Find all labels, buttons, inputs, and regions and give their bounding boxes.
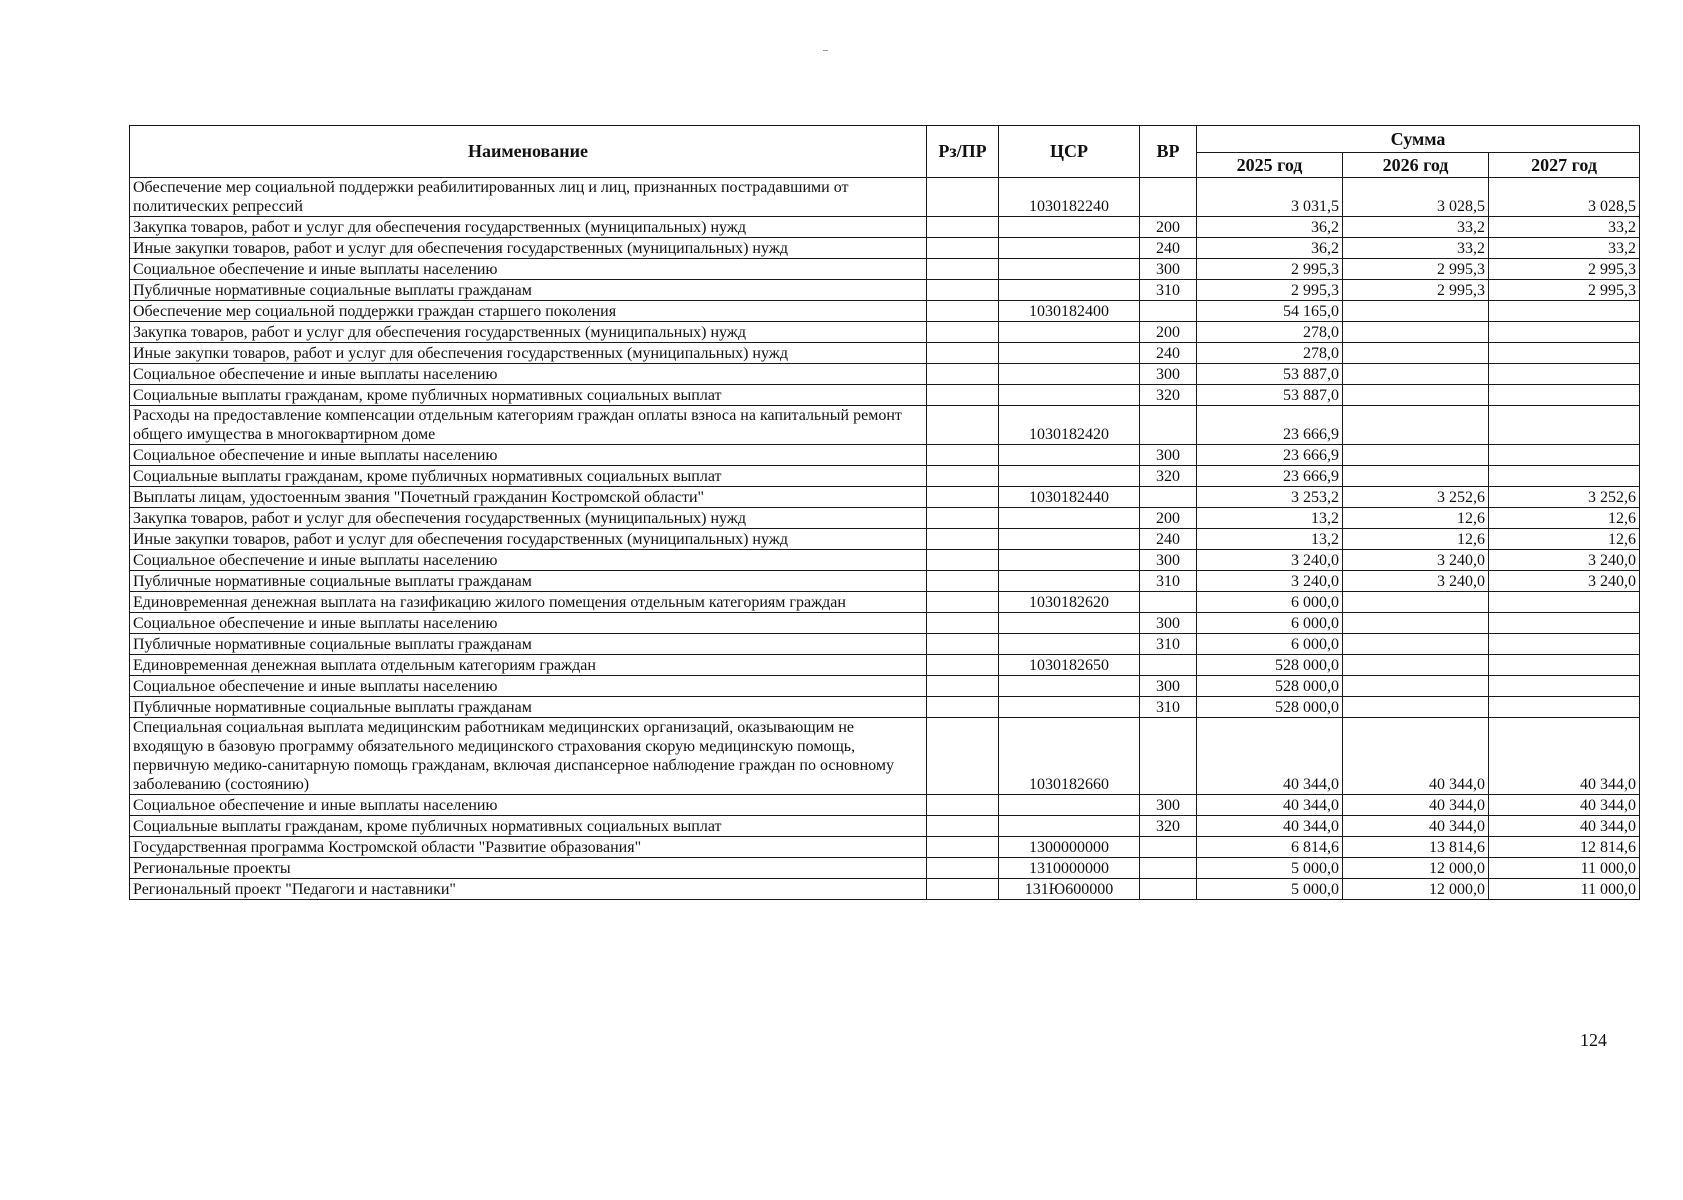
header-2026: 2026 год bbox=[1343, 153, 1489, 178]
cell-2026 bbox=[1343, 466, 1489, 487]
table-row bbox=[130, 406, 1640, 445]
cell-2025: 3 240,0 bbox=[1197, 550, 1343, 571]
cell-2027 bbox=[1489, 385, 1640, 406]
cell-csr: 131Ю600000 bbox=[999, 879, 1140, 900]
cell-2027: 12,6 bbox=[1489, 529, 1640, 550]
cell-csr: 1030182420 bbox=[999, 406, 1140, 445]
cell-2026 bbox=[1343, 592, 1489, 613]
cell-2027: 12 814,6 bbox=[1489, 837, 1640, 858]
cell-2025: 36,2 bbox=[1197, 217, 1343, 238]
cell-name: Социальное обеспечение и иные выплаты населению bbox=[130, 364, 927, 385]
cell-csr bbox=[999, 613, 1140, 634]
cell-csr bbox=[999, 529, 1140, 550]
cell-2025: 54 165,0 bbox=[1197, 301, 1343, 322]
cell-2025: 278,0 bbox=[1197, 343, 1343, 364]
cell-2026 bbox=[1343, 445, 1489, 466]
cell-csr bbox=[999, 466, 1140, 487]
cell-csr bbox=[999, 445, 1140, 466]
cell-2025: 5 000,0 bbox=[1197, 879, 1343, 900]
table-row bbox=[130, 718, 1640, 795]
cell-name: Социальное обеспечение и иные выплаты населению bbox=[130, 445, 927, 466]
cell-name: Публичные нормативные социальные выплаты гражданам bbox=[130, 697, 927, 718]
cell-2027: 3 028,5 bbox=[1489, 178, 1640, 217]
table-row bbox=[130, 816, 1640, 837]
table-row bbox=[130, 178, 1640, 217]
cell-2026: 40 344,0 bbox=[1343, 795, 1489, 816]
cell-csr: 1030182240 bbox=[999, 178, 1140, 217]
table-row bbox=[130, 343, 1640, 364]
cell-vr: 300 bbox=[1140, 613, 1197, 634]
cell-2025: 13,2 bbox=[1197, 529, 1343, 550]
cell-vr bbox=[1140, 301, 1197, 322]
cell-2027 bbox=[1489, 697, 1640, 718]
cell-rzpr bbox=[927, 487, 999, 508]
header-csr: ЦСР bbox=[999, 126, 1140, 178]
cell-name: Социальное обеспечение и иные выплаты населению bbox=[130, 613, 927, 634]
cell-vr: 200 bbox=[1140, 217, 1197, 238]
cell-2026 bbox=[1343, 634, 1489, 655]
cell-csr bbox=[999, 795, 1140, 816]
cell-vr: 320 bbox=[1140, 816, 1197, 837]
cell-csr: 1030182440 bbox=[999, 487, 1140, 508]
cell-2027: 3 240,0 bbox=[1489, 571, 1640, 592]
cell-2025: 53 887,0 bbox=[1197, 385, 1343, 406]
cell-vr: 240 bbox=[1140, 343, 1197, 364]
cell-2026: 40 344,0 bbox=[1343, 718, 1489, 795]
cell-vr bbox=[1140, 406, 1197, 445]
cell-2026: 12 000,0 bbox=[1343, 858, 1489, 879]
cell-rzpr bbox=[927, 795, 999, 816]
cell-vr bbox=[1140, 837, 1197, 858]
table-row bbox=[130, 385, 1640, 406]
table-row bbox=[130, 322, 1640, 343]
header-2027: 2027 год bbox=[1489, 153, 1640, 178]
cell-vr: 300 bbox=[1140, 550, 1197, 571]
cell-rzpr bbox=[927, 445, 999, 466]
cell-name: Публичные нормативные социальные выплаты гражданам bbox=[130, 280, 927, 301]
cell-name: Социальные выплаты гражданам, кроме публичных нормативных социальных выплат bbox=[130, 816, 927, 837]
cell-2026: 12 000,0 bbox=[1343, 879, 1489, 900]
cell-rzpr bbox=[927, 655, 999, 676]
cell-csr bbox=[999, 571, 1140, 592]
cell-vr: 310 bbox=[1140, 697, 1197, 718]
table-row bbox=[130, 613, 1640, 634]
cell-vr: 310 bbox=[1140, 280, 1197, 301]
cell-rzpr bbox=[927, 364, 999, 385]
cell-name: Иные закупки товаров, работ и услуг для обеспечения государственных (муниципальных) нужд bbox=[130, 238, 927, 259]
cell-csr bbox=[999, 217, 1140, 238]
cell-2027 bbox=[1489, 613, 1640, 634]
cell-csr: 1310000000 bbox=[999, 858, 1140, 879]
cell-name: Обеспечение мер социальной поддержки граждан старшего поколения bbox=[130, 301, 927, 322]
cell-2025: 36,2 bbox=[1197, 238, 1343, 259]
cell-2027: 3 252,6 bbox=[1489, 487, 1640, 508]
cell-rzpr bbox=[927, 592, 999, 613]
cell-2026 bbox=[1343, 343, 1489, 364]
cell-2025: 3 253,2 bbox=[1197, 487, 1343, 508]
cell-vr: 200 bbox=[1140, 322, 1197, 343]
cell-rzpr bbox=[927, 466, 999, 487]
cell-csr bbox=[999, 634, 1140, 655]
cell-2025: 278,0 bbox=[1197, 322, 1343, 343]
cell-name: Закупка товаров, работ и услуг для обеспечения государственных (муниципальных) нужд bbox=[130, 508, 927, 529]
cell-2025: 23 666,9 bbox=[1197, 466, 1343, 487]
table-row bbox=[130, 655, 1640, 676]
cell-rzpr bbox=[927, 259, 999, 280]
header-sum: Сумма bbox=[1197, 126, 1640, 153]
cell-rzpr bbox=[927, 322, 999, 343]
cell-2027 bbox=[1489, 634, 1640, 655]
cell-2025: 6 000,0 bbox=[1197, 592, 1343, 613]
table-row bbox=[130, 571, 1640, 592]
cell-rzpr bbox=[927, 858, 999, 879]
cell-rzpr bbox=[927, 550, 999, 571]
cell-csr bbox=[999, 322, 1140, 343]
cell-vr: 310 bbox=[1140, 571, 1197, 592]
cell-rzpr bbox=[927, 718, 999, 795]
header-vr: ВР bbox=[1140, 126, 1197, 178]
table-row bbox=[130, 634, 1640, 655]
cell-name: Расходы на предоставление компенсации отдельным категориям граждан оплаты взноса на капитальный ремонт общего имущества в многоквартирном доме bbox=[130, 406, 927, 445]
cell-csr bbox=[999, 697, 1140, 718]
cell-2027: 2 995,3 bbox=[1489, 259, 1640, 280]
cell-2026 bbox=[1343, 697, 1489, 718]
cell-2025: 528 000,0 bbox=[1197, 697, 1343, 718]
cell-2025: 13,2 bbox=[1197, 508, 1343, 529]
cell-name: Закупка товаров, работ и услуг для обеспечения государственных (муниципальных) нужд bbox=[130, 322, 927, 343]
cell-2026 bbox=[1343, 676, 1489, 697]
header-row bbox=[130, 126, 1640, 153]
cell-csr: 1030182400 bbox=[999, 301, 1140, 322]
header-2025: 2025 год bbox=[1197, 153, 1343, 178]
cell-2026: 13 814,6 bbox=[1343, 837, 1489, 858]
cell-2026: 3 240,0 bbox=[1343, 571, 1489, 592]
cell-vr: 300 bbox=[1140, 795, 1197, 816]
cell-2026 bbox=[1343, 385, 1489, 406]
cell-csr bbox=[999, 238, 1140, 259]
cell-vr: 320 bbox=[1140, 385, 1197, 406]
cell-csr bbox=[999, 280, 1140, 301]
cell-csr: 1030182650 bbox=[999, 655, 1140, 676]
cell-rzpr bbox=[927, 280, 999, 301]
cell-2025: 3 031,5 bbox=[1197, 178, 1343, 217]
cell-rzpr bbox=[927, 816, 999, 837]
cell-2026: 12,6 bbox=[1343, 508, 1489, 529]
cell-csr bbox=[999, 364, 1140, 385]
cell-rzpr bbox=[927, 508, 999, 529]
cell-vr: 240 bbox=[1140, 529, 1197, 550]
cell-2027 bbox=[1489, 655, 1640, 676]
cell-name: Единовременная денежная выплата на газификацию жилого помещения отдельным категориям граждан bbox=[130, 592, 927, 613]
cell-rzpr bbox=[927, 529, 999, 550]
cell-2026 bbox=[1343, 364, 1489, 385]
cell-rzpr bbox=[927, 343, 999, 364]
header-name: Наименование bbox=[130, 126, 927, 178]
cell-rzpr bbox=[927, 178, 999, 217]
cell-vr: 310 bbox=[1140, 634, 1197, 655]
cell-name: Региональные проекты bbox=[130, 858, 927, 879]
page-number: 124 bbox=[1580, 1030, 1607, 1050]
cell-vr bbox=[1140, 655, 1197, 676]
cell-rzpr bbox=[927, 837, 999, 858]
cell-2027: 40 344,0 bbox=[1489, 816, 1640, 837]
cell-2026 bbox=[1343, 301, 1489, 322]
cell-csr bbox=[999, 508, 1140, 529]
cell-2027 bbox=[1489, 364, 1640, 385]
table-row bbox=[130, 364, 1640, 385]
cell-rzpr bbox=[927, 676, 999, 697]
cell-2025: 6 000,0 bbox=[1197, 613, 1343, 634]
cell-name: Социальное обеспечение и иные выплаты населению bbox=[130, 259, 927, 280]
budget-table bbox=[129, 125, 1640, 900]
cell-2025: 2 995,3 bbox=[1197, 280, 1343, 301]
cell-2026: 40 344,0 bbox=[1343, 816, 1489, 837]
cell-2025: 6 814,6 bbox=[1197, 837, 1343, 858]
cell-2027 bbox=[1489, 406, 1640, 445]
cell-2025: 53 887,0 bbox=[1197, 364, 1343, 385]
cell-2027 bbox=[1489, 343, 1640, 364]
cell-2027: 33,2 bbox=[1489, 217, 1640, 238]
cell-2026: 12,6 bbox=[1343, 529, 1489, 550]
cell-csr bbox=[999, 385, 1140, 406]
cell-2027 bbox=[1489, 322, 1640, 343]
cell-csr: 1030182660 bbox=[999, 718, 1140, 795]
table-row bbox=[130, 592, 1640, 613]
table-row bbox=[130, 445, 1640, 466]
table-row bbox=[130, 508, 1640, 529]
cell-vr: 300 bbox=[1140, 259, 1197, 280]
cell-2027: 2 995,3 bbox=[1489, 280, 1640, 301]
table-row bbox=[130, 676, 1640, 697]
cell-2027: 40 344,0 bbox=[1489, 795, 1640, 816]
table-row bbox=[130, 795, 1640, 816]
cell-name: Региональный проект "Педагоги и наставники" bbox=[130, 879, 927, 900]
cell-rzpr bbox=[927, 406, 999, 445]
cell-name: Социальные выплаты гражданам, кроме публичных нормативных социальных выплат bbox=[130, 466, 927, 487]
cell-name: Выплаты лицам, удостоенным звания "Почетный гражданин Костромской области" bbox=[130, 487, 927, 508]
cell-rzpr bbox=[927, 385, 999, 406]
cell-name: Специальная социальная выплата медицинским работникам медицинских организаций, оказывающим не входящую в базовую программу обязательного медицинского страхования скорую медицинскую помощь, первичную медико-санитарную помощь гражданам, включая диспансерное наблюдение граждан по основному заболеванию (состоянию) bbox=[130, 718, 927, 795]
cell-2025: 40 344,0 bbox=[1197, 816, 1343, 837]
cell-2026 bbox=[1343, 655, 1489, 676]
cell-name: Государственная программа Костромской области "Развитие образования" bbox=[130, 837, 927, 858]
cell-vr: 200 bbox=[1140, 508, 1197, 529]
cell-rzpr bbox=[927, 613, 999, 634]
cell-vr: 300 bbox=[1140, 445, 1197, 466]
cell-csr: 1030182620 bbox=[999, 592, 1140, 613]
table-row bbox=[130, 238, 1640, 259]
cell-csr bbox=[999, 343, 1140, 364]
table-row bbox=[130, 466, 1640, 487]
cell-2027: 40 344,0 bbox=[1489, 718, 1640, 795]
cell-2025: 6 000,0 bbox=[1197, 634, 1343, 655]
cell-vr: 320 bbox=[1140, 466, 1197, 487]
cell-2026: 33,2 bbox=[1343, 238, 1489, 259]
cell-2027: 11 000,0 bbox=[1489, 858, 1640, 879]
cell-2025: 5 000,0 bbox=[1197, 858, 1343, 879]
cell-vr bbox=[1140, 487, 1197, 508]
cell-csr: 1300000000 bbox=[999, 837, 1140, 858]
table-row bbox=[130, 858, 1640, 879]
scan-mark bbox=[823, 50, 828, 51]
cell-name: Закупка товаров, работ и услуг для обеспечения государственных (муниципальных) нужд bbox=[130, 217, 927, 238]
cell-2025: 3 240,0 bbox=[1197, 571, 1343, 592]
cell-2025: 528 000,0 bbox=[1197, 655, 1343, 676]
header-rzpr: Рз/ПР bbox=[927, 126, 999, 178]
cell-name: Социальное обеспечение и иные выплаты населению bbox=[130, 550, 927, 571]
cell-name: Обеспечение мер социальной поддержки реабилитированных лиц и лиц, признанных пострадавшими от политических репрессий bbox=[130, 178, 927, 217]
cell-vr: 300 bbox=[1140, 364, 1197, 385]
cell-rzpr bbox=[927, 634, 999, 655]
cell-2027 bbox=[1489, 445, 1640, 466]
table-row bbox=[130, 487, 1640, 508]
cell-rzpr bbox=[927, 301, 999, 322]
cell-csr bbox=[999, 550, 1140, 571]
cell-2026: 33,2 bbox=[1343, 217, 1489, 238]
cell-2026: 2 995,3 bbox=[1343, 259, 1489, 280]
table-row bbox=[130, 280, 1640, 301]
cell-2026 bbox=[1343, 406, 1489, 445]
cell-csr bbox=[999, 816, 1140, 837]
cell-vr bbox=[1140, 592, 1197, 613]
cell-vr bbox=[1140, 879, 1197, 900]
cell-2026 bbox=[1343, 613, 1489, 634]
cell-name: Иные закупки товаров, работ и услуг для обеспечения государственных (муниципальных) нужд bbox=[130, 343, 927, 364]
cell-name: Социальное обеспечение и иные выплаты населению bbox=[130, 795, 927, 816]
cell-rzpr bbox=[927, 217, 999, 238]
cell-2025: 2 995,3 bbox=[1197, 259, 1343, 280]
cell-2026 bbox=[1343, 322, 1489, 343]
cell-2025: 23 666,9 bbox=[1197, 406, 1343, 445]
cell-2027 bbox=[1489, 676, 1640, 697]
cell-name: Социальное обеспечение и иные выплаты населению bbox=[130, 676, 927, 697]
cell-2027 bbox=[1489, 466, 1640, 487]
table-row bbox=[130, 550, 1640, 571]
cell-2027: 11 000,0 bbox=[1489, 879, 1640, 900]
table-row bbox=[130, 697, 1640, 718]
cell-2027: 12,6 bbox=[1489, 508, 1640, 529]
cell-2027 bbox=[1489, 301, 1640, 322]
cell-vr: 240 bbox=[1140, 238, 1197, 259]
table-row bbox=[130, 301, 1640, 322]
cell-2025: 40 344,0 bbox=[1197, 795, 1343, 816]
cell-name: Публичные нормативные социальные выплаты гражданам bbox=[130, 634, 927, 655]
cell-rzpr bbox=[927, 571, 999, 592]
cell-csr bbox=[999, 676, 1140, 697]
table-row bbox=[130, 259, 1640, 280]
cell-2026: 3 240,0 bbox=[1343, 550, 1489, 571]
cell-2026: 3 252,6 bbox=[1343, 487, 1489, 508]
cell-name: Публичные нормативные социальные выплаты гражданам bbox=[130, 571, 927, 592]
cell-2027: 3 240,0 bbox=[1489, 550, 1640, 571]
cell-2026: 3 028,5 bbox=[1343, 178, 1489, 217]
cell-vr bbox=[1140, 858, 1197, 879]
cell-vr bbox=[1140, 178, 1197, 217]
table-row bbox=[130, 837, 1640, 858]
cell-rzpr bbox=[927, 879, 999, 900]
table-row bbox=[130, 217, 1640, 238]
cell-2025: 528 000,0 bbox=[1197, 676, 1343, 697]
cell-rzpr bbox=[927, 697, 999, 718]
cell-2027: 33,2 bbox=[1489, 238, 1640, 259]
cell-rzpr bbox=[927, 238, 999, 259]
cell-csr bbox=[999, 259, 1140, 280]
cell-2026: 2 995,3 bbox=[1343, 280, 1489, 301]
cell-vr bbox=[1140, 718, 1197, 795]
cell-2027 bbox=[1489, 592, 1640, 613]
table-row bbox=[130, 879, 1640, 900]
cell-2025: 40 344,0 bbox=[1197, 718, 1343, 795]
cell-name: Социальные выплаты гражданам, кроме публичных нормативных социальных выплат bbox=[130, 385, 927, 406]
cell-2025: 23 666,9 bbox=[1197, 445, 1343, 466]
cell-name: Иные закупки товаров, работ и услуг для обеспечения государственных (муниципальных) нужд bbox=[130, 529, 927, 550]
cell-name: Единовременная денежная выплата отдельным категориям граждан bbox=[130, 655, 927, 676]
table-row bbox=[130, 529, 1640, 550]
table-body bbox=[130, 178, 1640, 900]
cell-vr: 300 bbox=[1140, 676, 1197, 697]
